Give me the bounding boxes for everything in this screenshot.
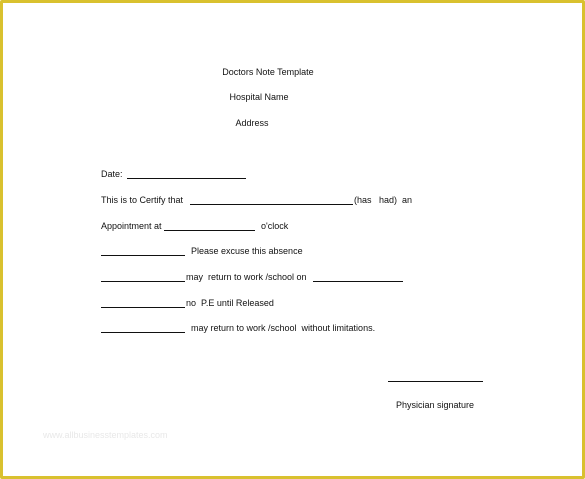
signature-line[interactable] [388, 381, 483, 382]
appointment-prefix: Appointment at [101, 221, 162, 231]
certify-suffix: (has had) an [354, 195, 413, 205]
certify-prefix: This is to Certify that [101, 195, 184, 205]
no-limit-blank[interactable] [101, 332, 185, 333]
return-no-limit-text: may return to work /school without limitations. [191, 323, 376, 333]
watermark-text: www.allbusinesstemplates.com [43, 430, 168, 440]
appointment-time-blank[interactable] [164, 230, 255, 231]
date-label: Date: [101, 169, 123, 179]
excuse-blank[interactable] [101, 255, 185, 256]
hospital-name: Hospital Name [229, 92, 289, 102]
date-blank[interactable] [127, 178, 246, 179]
patient-name-blank[interactable] [190, 204, 353, 205]
no-pe-text: no P.E until Released [186, 298, 274, 308]
signature-label: Physician signature [396, 400, 475, 410]
appointment-suffix: o'clock [261, 221, 289, 231]
excuse-text: Please excuse this absence [191, 246, 303, 256]
no-pe-blank[interactable] [101, 307, 185, 308]
return-checkbox-blank[interactable] [101, 281, 185, 282]
return-date-blank[interactable] [313, 281, 403, 282]
return-text: may return to work /school on [186, 272, 307, 282]
document-title: Doctors Note Template [222, 67, 314, 77]
address: Address [235, 118, 269, 128]
